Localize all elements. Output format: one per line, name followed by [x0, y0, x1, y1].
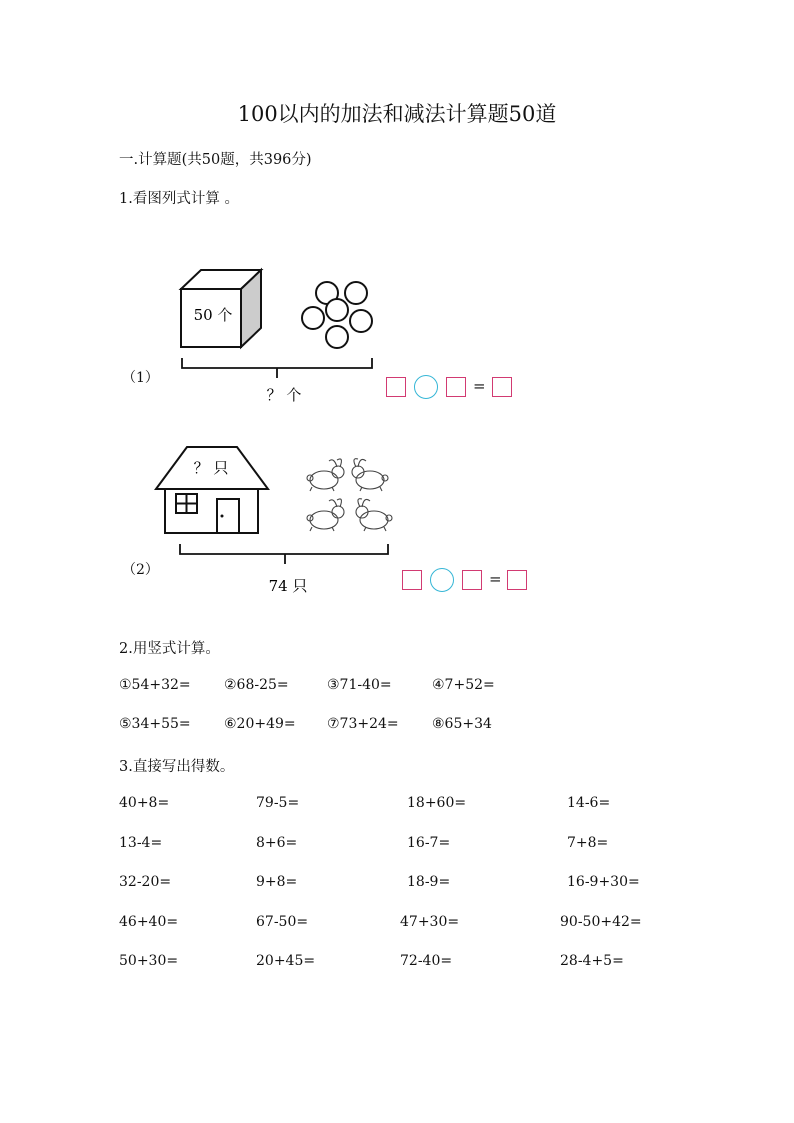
- exercise-item: ②68-25=: [224, 677, 289, 693]
- exercise-item: 72-40=: [400, 953, 453, 969]
- question-2-heading: 2.用竖式计算。: [119, 641, 220, 657]
- equals-sign: =: [473, 377, 486, 395]
- exercise-item: 9+8=: [256, 874, 298, 890]
- exercise-item: ①54+32=: [119, 677, 191, 693]
- exercise-item: 16-7=: [407, 835, 451, 851]
- exercise-item: 8+6=: [256, 835, 298, 851]
- answer-box[interactable]: [402, 570, 422, 590]
- answer-box[interactable]: [492, 377, 512, 397]
- equals-sign: =: [489, 570, 502, 588]
- brace-icon: [182, 358, 372, 378]
- exercise-item: 79-5=: [256, 795, 300, 811]
- exercise-item: 14-6=: [567, 795, 611, 811]
- circles-icon: [302, 282, 372, 348]
- exercise-item: 67-50=: [256, 914, 309, 930]
- exercise-item: 40+8=: [119, 795, 170, 811]
- total-label-2: 74 只: [268, 577, 308, 595]
- exercise-item: 32-20=: [119, 874, 172, 890]
- total-label-1: ？ 个: [266, 386, 302, 404]
- operator-circle[interactable]: [430, 568, 454, 592]
- exercise-item: 90-50+42=: [560, 914, 642, 930]
- exercise-item: 46+40=: [119, 914, 179, 930]
- exercise-item: 47+30=: [400, 914, 460, 930]
- exercise-item: 7+8=: [567, 835, 609, 851]
- answer-box[interactable]: [446, 377, 466, 397]
- problem-2-index: （2）: [122, 562, 159, 578]
- question-3-heading: 3.直接写出得数。: [119, 759, 235, 775]
- problem-1-index: （1）: [122, 370, 159, 386]
- exercise-item: 20+45=: [256, 953, 316, 969]
- exercise-item: 18+60=: [407, 795, 467, 811]
- exercise-item: 50+30=: [119, 953, 179, 969]
- exercise-item: 16-9+30=: [567, 874, 640, 890]
- exercise-item: ③71-40=: [327, 677, 392, 693]
- brace-icon: [180, 544, 388, 564]
- exercise-item: 28-4+5=: [560, 953, 624, 969]
- exercise-item: 18-9=: [407, 874, 451, 890]
- answer-box[interactable]: [386, 377, 406, 397]
- rabbits-icon: [307, 459, 392, 531]
- exercise-item: 13-4=: [119, 835, 163, 851]
- exercise-item: ⑧65+34: [432, 716, 492, 732]
- exercise-item: ④7+52=: [432, 677, 495, 693]
- answer-box[interactable]: [507, 570, 527, 590]
- question-1-heading: 1.看图列式计算 。: [119, 191, 239, 207]
- section-heading: 一.计算题(共50题，共396分): [119, 152, 312, 168]
- roof-label: ？ 只: [193, 459, 229, 477]
- page-title: 100以内的加法和减法计算题50道: [237, 102, 557, 126]
- cube-label: 50 个: [193, 306, 233, 324]
- exercise-item: ⑤34+55=: [119, 716, 191, 732]
- exercise-item: ⑦73+24=: [327, 716, 399, 732]
- operator-circle[interactable]: [414, 375, 438, 399]
- answer-box[interactable]: [462, 570, 482, 590]
- exercise-item: ⑥20+49=: [224, 716, 296, 732]
